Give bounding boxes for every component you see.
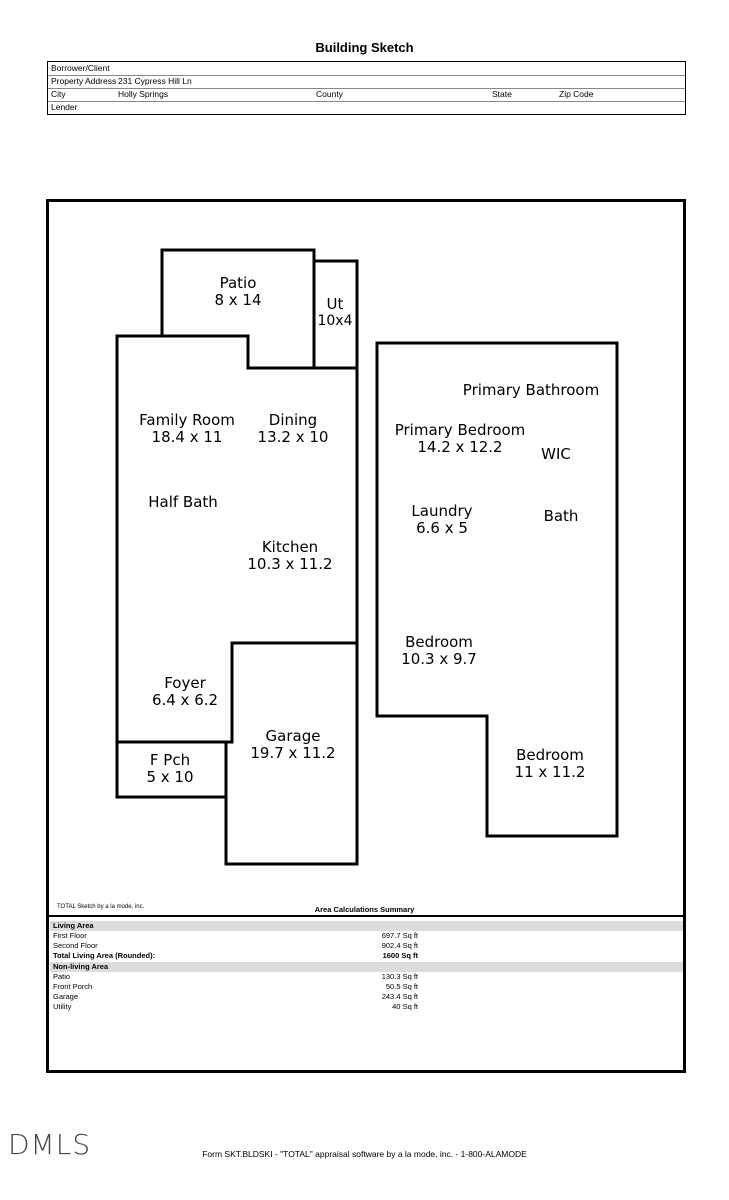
room-half-bath [148,494,218,511]
room-primary-bath [463,382,599,399]
room-family [139,412,235,446]
sketch-software-caption: TOTAL Sketch by a la mode, inc. [57,904,145,910]
mls-watermark: DMLS [8,1128,92,1161]
room-bedroom-2 [515,747,586,781]
state-label: State [492,89,512,99]
room-dims: 11 x 11.2 [514,763,586,781]
room-utility [317,296,352,330]
city-label: City [51,89,66,99]
room-name: WIC [541,445,571,463]
room-name: Family Room [139,411,235,429]
room-patio [214,275,261,309]
living-area-header: Living Area [50,921,683,931]
room-dims: 14.2 x 12.2 [417,438,503,456]
summary-row-total-living: Total Living Area (Rounded): 1600 Sq ft [53,951,418,960]
form-footer: Form SKT.BLDSKI - "TOTAL" appraisal software by a la mode, inc. - 1-800-ALAMODE [202,1149,527,1159]
patio-outline [162,250,314,368]
room-kitchen [247,539,332,573]
room-name: Primary Bathroom [462,381,600,399]
room-dims: 10.3 x 9.7 [401,650,477,668]
room-dims: 10x4 [317,313,353,329]
room-dims: 6.6 x 5 [416,519,468,537]
room-bedroom-1 [401,634,477,668]
nonliving-area-header: Non-living Area [50,962,683,972]
room-dining [258,412,329,446]
lender-label: Lender [51,102,78,112]
room-dims: 10.3 x 11.2 [247,555,333,573]
summary-row-front-porch: Front Porch 50.5 Sq ft [53,982,418,991]
room-name: Kitchen [261,538,319,556]
borrower-label: Borrower/Client [51,63,110,73]
room-foyer [152,675,218,709]
room-dims: 5 x 10 [146,768,194,786]
room-front-porch [146,752,193,786]
summary-divider [48,915,685,917]
room-name: Dining [268,411,318,429]
room-name: Bedroom [405,633,473,651]
room-garage [250,728,335,762]
room-name: Bath [543,507,579,525]
summary-row-utility: Utility 40 Sq ft [53,1002,418,1011]
page-title: Building Sketch [315,40,414,55]
room-laundry [411,503,472,537]
area-summary-title: Area Calculations Summary [314,905,415,914]
room-dims: 13.2 x 10 [257,428,329,446]
room-dims: 6.4 x 6.2 [151,691,219,709]
room-name: Primary Bedroom [394,421,526,439]
zip-label: Zip Code [559,89,594,99]
city-value: Holly Springs [118,89,169,99]
room-dims: 19.7 x 11.2 [250,744,336,762]
room-name: Garage [265,727,321,745]
room-name: Foyer [164,674,206,692]
room-name: Laundry [411,502,473,520]
room-name: Ut [326,295,344,313]
property-label: Property Address [51,76,117,86]
room-dims: 18.4 x 11 [151,428,223,446]
room-name: Half Bath [148,493,218,511]
room-dims: 8 x 14 [214,291,262,309]
room-bath [544,508,579,525]
room-wic [541,446,571,463]
summary-row-patio: Patio 130.3 Sq ft [53,972,418,981]
room-primary-bed [395,422,526,456]
room-name: Bedroom [516,746,584,764]
summary-row-first-floor: First Floor 697.7 Sq ft [53,931,418,940]
room-name: Patio [219,274,257,292]
county-label: County [316,89,343,99]
room-name: F Pch [149,751,191,769]
summary-row-garage: Garage 243.4 Sq ft [53,992,418,1001]
summary-row-second-floor: Second Floor 902.4 Sq ft [53,941,418,950]
property-address: 231 Cypress Hill Ln [118,76,192,86]
